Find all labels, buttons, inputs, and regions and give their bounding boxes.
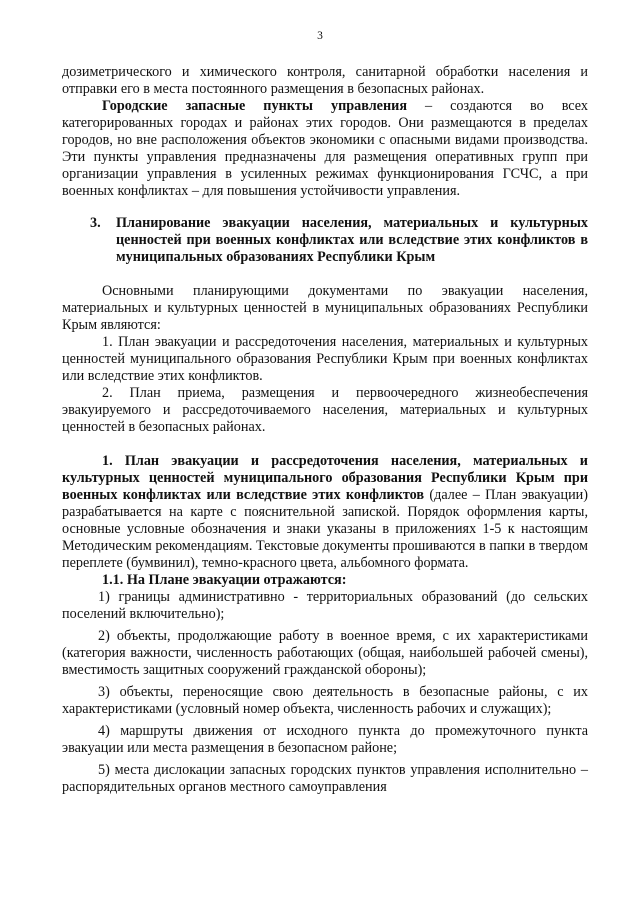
section-title: Планирование эвакуации населения, материальных и культурных ценностей при военных конфликтах или вследствие этих конфликтов в муниципальных образованиях Республики Крым (116, 215, 588, 265)
document-body (62, 64, 588, 796)
list-item-document-2: 2. План приема, размещения и первоочередного жизнеобеспечения эвакуируемого и рассредоточиваемого населения, материальных и культурных ценностей в безопасных районах. (62, 385, 588, 435)
list-item: 5) места дислокации запасных городских пунктов управления исполнительно – распорядительных органов местного самоуправления (62, 762, 588, 795)
subsection-title: 1.1. На Плане эвакуации отражаются: (102, 572, 347, 588)
section-number: 3. (90, 215, 101, 231)
paragraph-city-control-points-text: – создаются во всех категорированных городах и районах этих городов. Они размещаются в пределах городов, но вне расположения объектов экономики с опасными видами производства. Эти пункты управления предназначены для размещения оперативных групп при организации управления в усиленных режимах функционирования ГСЧС, а при военных конфликтах – для повышения устойчивости управления. (62, 98, 588, 199)
list-item: 2) объекты, продолжающие работу в военное время, с их характеристиками (категория важности, численность работающих (общая, наибольшей рабочей смены), вместимость защитных сооружений гражданской обороны); (62, 628, 588, 678)
paragraph-planning-documents: Основными планирующими документами по эвакуации населения, материальных и культурных ценностей в муниципальных образованиях Республики Крым являются: (62, 283, 588, 333)
page-number: 3 (317, 30, 323, 42)
section-heading (62, 215, 588, 266)
subsection-heading (62, 572, 588, 589)
paragraph-city-control-points (62, 98, 588, 200)
term-city-control-points: Городские запасные пункты управления (102, 98, 407, 114)
list-item-document-1: 1. План эвакуации и рассредоточения населения, материальных и культурных ценностей муниципального образования Республики Крым при военных конфликтах или вследствие этих конфликтов. (62, 334, 588, 384)
paragraph-continuation: дозиметрического и химического контроля, санитарной обработки населения и отправки его в места постоянного размещения в безопасных районах. (62, 64, 588, 97)
list-item: 4) маршруты движения от исходного пункта до промежуточного пункта эвакуации или места размещения в безопасном районе; (62, 723, 588, 756)
list-item: 1) границы административно - территориальных образований (до сельских поселений включительно); (62, 589, 588, 622)
paragraph-evacuation-plan-text: (далее – План эвакуации) разрабатывается на карте с пояснительной запиской. Порядок оформления карты, основные условные обозначения и знаки указаны в приложениях 1-5 к настоящим Методическим рекомендациям. Текстовые документы прошиваются в папки в твердом переплете (бумвинил), темно-красного цвета, альбомного формата. (62, 487, 588, 571)
paragraph-evacuation-plan (62, 453, 588, 572)
term-evacuation-plan: 1. План эвакуации и рассредоточения населения, материальных и культурных ценностей муниципального образования Республики Крым при военных конфликтах или вследствие этих конфликтов (62, 453, 588, 503)
list-item: 3) объекты, переносящие свою деятельность в безопасные районы, с их характеристиками (условный номер объекта, численность рабочих и служащих); (62, 684, 588, 717)
